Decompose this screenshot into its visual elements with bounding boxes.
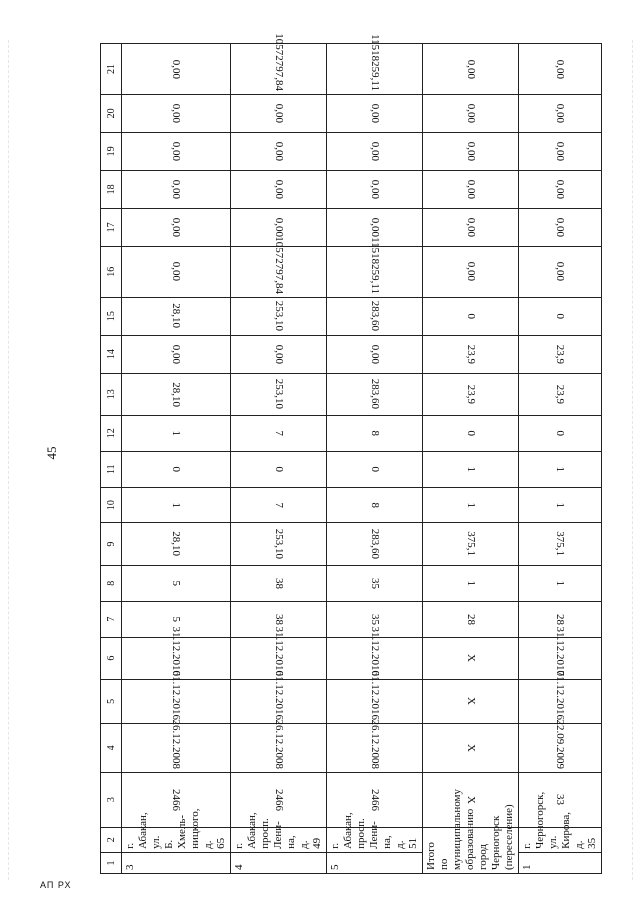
cell-c3 [231,772,327,827]
cell-text: 0,00 [272,179,285,200]
cell-text: 0,00 [170,344,182,364]
cell-text: 0 [554,313,566,319]
cell-text: 1 [464,466,477,472]
cell-text: 0,00 [464,141,477,162]
column-header-14: 14 [101,335,122,373]
cell-text: 1 [170,502,182,508]
cell-text: 253,10 [272,300,285,332]
table-row [519,44,602,874]
column-header-15: 15 [101,297,122,335]
cell-c19 [122,132,231,170]
column-header-5: 5 [101,679,122,723]
cell-c2 [327,812,423,852]
table-row [327,44,423,874]
cell-text: Итого по муниципальному образованию город Черногорск (переселение) [425,788,515,870]
cell-c14 [519,335,602,373]
cell-c15 [327,297,423,335]
scan-edge-left [8,40,9,880]
column-header-8: 8 [101,565,122,601]
cell-text: 0,00 [554,59,566,79]
column-header-4: 4 [101,724,122,773]
cell-c14 [423,335,519,373]
cell-text: X [464,697,477,706]
column-header-7: 7 [101,601,122,637]
scan-edge-right [632,40,633,880]
cell-text: 3 [124,864,136,870]
cell-c16 [423,246,519,297]
cell-text: 0 [272,466,285,472]
cell-text: 8 [368,502,381,508]
cell-text: 01.12.2016 [368,670,381,721]
cell-text: 0,00 [368,217,381,238]
cell-c12 [122,415,231,451]
cell-text: 0,00 [170,217,182,238]
cell-text: 0 [368,466,381,472]
cell-c6 [519,626,602,679]
cell-c5 [231,670,327,723]
cell-text: 2466 [272,788,285,811]
cell-c19 [231,132,327,170]
cell-c21 [231,33,327,95]
cell-text: 0,00 [554,217,566,238]
cell-text: 0,00 [170,179,182,200]
cell-text: 01.12.2016 [272,670,285,721]
cell-text: 35 [368,577,381,589]
cell-text: 11518259,11 [368,33,381,91]
cell-text: г. Абакан, просп. Лени-на, д. 49 [233,812,323,849]
cell-c21 [519,44,602,95]
column-header-21: 21 [101,44,122,95]
cell-text: 253,10 [272,379,285,410]
cell-text: 375,1 [554,531,566,557]
column-header-9: 9 [101,523,122,565]
cell-c21 [327,33,423,95]
cell-text: 0,00 [368,344,381,364]
cell-c11 [423,451,519,487]
page-number: 45 [44,446,59,460]
column-header-19: 19 [101,132,122,170]
cell-c13 [327,373,423,415]
cell-text: 0,00 [170,262,182,282]
column-header-3: 3 [101,772,122,827]
cell-c20 [423,94,519,132]
cell-c10 [231,487,327,523]
cell-text: 5 [329,864,341,870]
cell-text: X [464,743,477,752]
cell-text: 5 [170,616,182,622]
cell-text: 22.09.2009 [554,719,566,769]
cell-text: 0,00 [170,103,182,124]
cell-c4 [231,719,327,773]
cell-text: 0,00 [272,103,285,124]
cell-c17 [122,208,231,246]
cell-text: 8 [368,430,381,437]
cell-text: X [464,654,477,663]
cell-c18 [231,170,327,208]
cell-text: 0,00 [464,217,477,238]
table-body [122,33,602,874]
cell-c2 [231,812,327,852]
cell-text: 28,10 [170,381,182,407]
cell-c17 [423,208,519,246]
cell-text: 0,00 [272,344,285,364]
column-header-2: 2 [101,827,122,852]
cell-text: 35 [368,613,381,625]
cell-c9 [327,523,423,565]
cell-c3 [327,772,423,827]
table-row [231,44,327,874]
column-header-16: 16 [101,246,122,297]
cell-text: 0,00 [170,59,182,79]
cell-text: 31.12.2016 [272,626,285,676]
header-row [101,44,122,874]
cell-text: 283,60 [368,379,381,410]
cell-c4 [423,724,519,773]
cell-c11 [327,451,423,487]
cell-text: г. Абакан, просп. Лени-на, д. 51 [329,812,419,849]
column-header-11: 11 [101,451,122,487]
cell-text: 23,9 [554,344,566,364]
cell-c12 [327,415,423,451]
cell-c13 [231,373,327,415]
cell-c18 [327,170,423,208]
cell-c5 [423,679,519,723]
cell-text: 1 [554,580,566,586]
cell-text: 0,00 [554,103,566,124]
cell-text: 28,10 [170,303,182,329]
cell-text: 23,9 [464,384,477,404]
cell-c12 [519,415,602,451]
column-header-6: 6 [101,637,122,679]
cell-text: 1 [554,502,566,508]
cell-text: 28,10 [170,531,182,557]
cell-c5 [327,670,423,723]
cell-text: г. Абакан, ул. Б. Хмель-ницкого, д. 65 [124,808,227,849]
cell-c8 [122,565,231,601]
cell-text: 0,00 [464,262,477,282]
column-header-1: 1 [101,852,122,873]
cell-text: 0,00 [272,141,285,162]
cell-text: 0,00 [554,262,566,282]
cell-c11 [231,451,327,487]
cell-c17 [519,208,602,246]
cell-c6 [231,626,327,679]
cell-c16 [122,246,231,297]
cell-c11 [122,451,231,487]
cell-text: 38 [272,613,285,625]
cell-c8 [519,565,602,601]
cell-c15 [519,297,602,335]
cell-c13 [423,373,519,415]
cell-text: 31.12.2016 [170,626,182,676]
cell-text: 01.12.2016 [170,670,182,721]
cell-c10 [327,487,423,523]
cell-text: 1 [170,430,182,437]
cell-text: г. Черногорск, ул. Кирова, д. 35 [521,791,598,849]
cell-c8 [327,565,423,601]
cell-text: 28 [464,613,477,625]
cell-c16 [519,246,602,297]
cell-text: 0,00 [368,141,381,162]
cell-text: 0,00 [554,179,566,200]
cell-c6 [327,626,423,679]
cell-text: 1 [464,580,477,586]
cell-c12 [423,415,519,451]
cell-c1 [423,788,519,873]
cell-text: 0 [464,430,477,437]
cell-c8 [423,565,519,601]
column-header-20: 20 [101,94,122,132]
cell-c10 [423,487,519,523]
cell-text: 26.12.2008 [170,719,182,769]
column-header-13: 13 [101,373,122,415]
cell-c15 [231,297,327,335]
cell-c1 [519,852,602,873]
cell-text: 375,1 [464,531,477,557]
cell-text: 23,9 [464,344,477,364]
cell-c15 [122,297,231,335]
cell-c6 [423,637,519,679]
cell-c7 [423,601,519,637]
cell-c12 [231,415,327,451]
cell-text: 10572797,84 [272,33,285,91]
cell-c13 [122,373,231,415]
cell-text: 26.12.2008 [272,719,285,769]
cell-c5 [122,670,231,723]
cell-text: 0,00 [554,141,566,162]
cell-text: 7 [272,502,285,508]
cell-c19 [327,132,423,170]
cell-text: 38 [272,577,285,589]
cell-c10 [519,487,602,523]
table-row [423,44,519,874]
cell-c15 [423,297,519,335]
cell-text: 283,60 [368,529,381,560]
program-table [100,33,602,874]
cell-c18 [519,170,602,208]
cell-c16 [231,235,327,297]
cell-text: 0,00 [170,141,182,162]
cell-c20 [122,94,231,132]
column-header-17: 17 [101,208,122,246]
cell-c6 [122,626,231,679]
cell-text: 1 [464,502,477,508]
cell-text: 5 [170,580,182,586]
cell-c9 [423,523,519,565]
cell-c19 [519,132,602,170]
cell-text: 7 [272,430,285,437]
cell-c13 [519,373,602,415]
cell-text: 33 [554,794,566,806]
cell-text: 23,9 [554,384,566,404]
cell-c1 [122,852,231,873]
cell-text: 0 [554,430,566,437]
column-header-18: 18 [101,170,122,208]
cell-c1 [231,852,327,873]
cell-c8 [231,565,327,601]
cell-text: 2466 [368,788,381,811]
column-header-10: 10 [101,487,122,523]
cell-c5 [519,670,602,723]
cell-text: 31.12.2017 [554,626,566,676]
cell-text: 4 [233,864,245,870]
cell-c21 [423,44,519,95]
cell-c18 [423,170,519,208]
cell-c9 [519,523,602,565]
cell-text: X [464,795,477,804]
column-header-12: 12 [101,415,122,451]
cell-c1 [327,852,423,873]
cell-c10 [122,487,231,523]
cell-c9 [122,523,231,565]
cell-text: 0,00 [464,103,477,124]
table-row [122,44,231,874]
cell-c4 [327,719,423,773]
cell-c21 [122,44,231,95]
cell-text: 1 [521,864,533,870]
cell-c11 [519,451,602,487]
cell-text: 1 [554,466,566,472]
cell-text: 11518259,11 [368,236,381,294]
cell-c4 [122,719,231,773]
cell-text: 283,60 [368,300,381,332]
cell-c16 [327,236,423,297]
cell-c4 [519,719,602,773]
cell-c20 [327,94,423,132]
cell-c20 [231,94,327,132]
cell-c14 [327,335,423,373]
cell-text: 0,00 [272,217,285,238]
cell-text: 0,00 [368,179,381,200]
cell-text: 253,10 [272,529,285,560]
cell-c2 [122,808,231,852]
cell-c14 [122,335,231,373]
cell-text: 28 [554,613,566,625]
rotated-table-container [100,33,598,874]
cell-c14 [231,335,327,373]
cell-c9 [231,523,327,565]
cell-text: 0 [170,466,182,472]
cell-text: 01.12.2016 [554,670,566,721]
cell-text: 0,00 [464,59,477,79]
cell-text: 2466 [170,788,182,811]
cell-c20 [519,94,602,132]
cell-c19 [423,132,519,170]
cell-text: 26.12.2008 [368,719,381,769]
cell-text: 10572797,84 [272,235,285,294]
cell-text: 0,00 [464,179,477,200]
footer-mark: АП РХ [40,880,72,890]
cell-text: 0,00 [368,103,381,124]
cell-c18 [122,170,231,208]
cell-text: 0 [464,313,477,319]
cell-text: 31.12.2016 [368,626,381,676]
